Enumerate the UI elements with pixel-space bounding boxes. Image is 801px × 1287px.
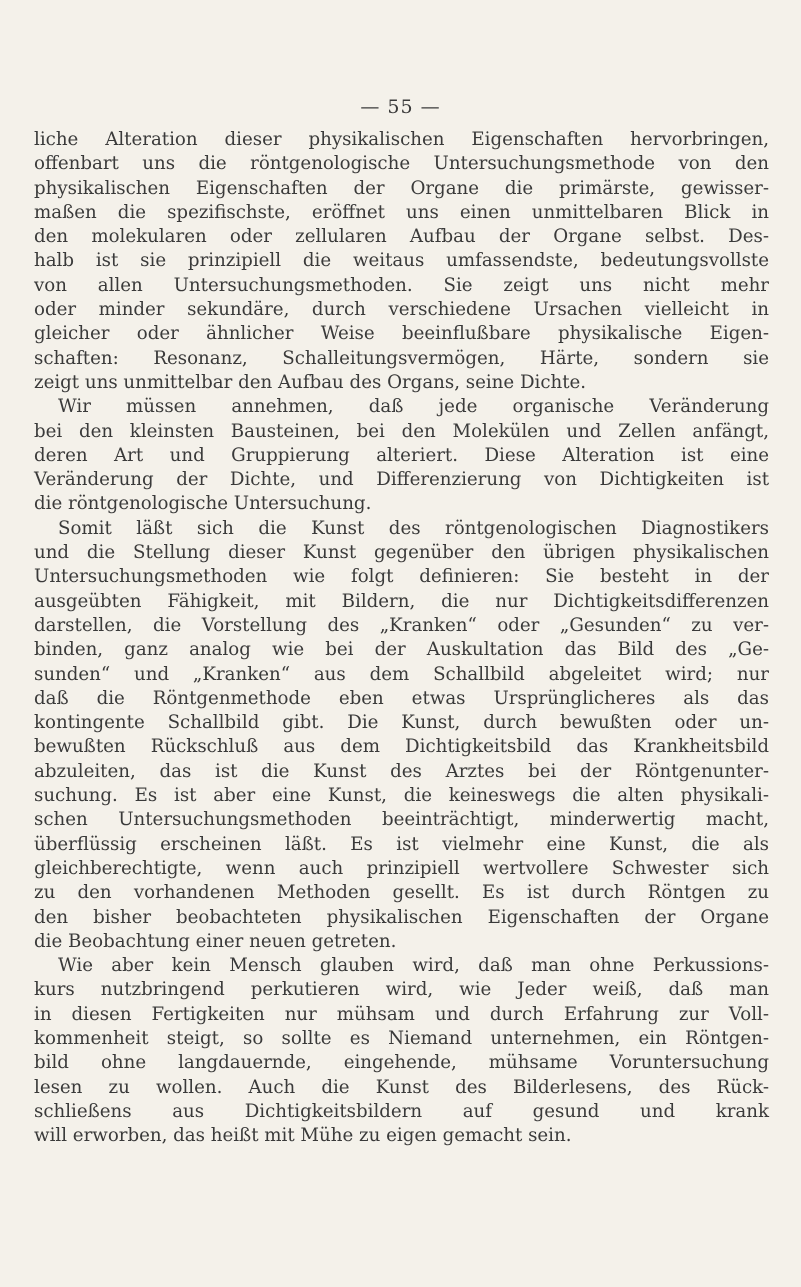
text-line: bild ohne langdauernde, eingehende, mühsame Voruntersuchung xyxy=(34,1052,769,1074)
paragraph xyxy=(34,128,769,395)
text-line: Veränderung der Dichte, und Differenzierung von Dichtigkeiten ist xyxy=(34,469,769,491)
text-line: Wie aber kein Mensch glauben wird, daß man ohne Perkussions- xyxy=(58,955,769,977)
paragraph xyxy=(34,395,769,516)
text-line: die röntgenologische Untersuchung. xyxy=(34,493,372,515)
text-line: daß die Röntgenmethode eben etwas Ursprünglicheres als das xyxy=(34,687,769,709)
text-line: gleichberechtigte, wenn auch prinzipiell wertvollere Schwester sich xyxy=(34,857,769,879)
text-line: deren Art und Gruppierung alteriert. Diese Alteration ist eine xyxy=(34,444,769,466)
paragraph xyxy=(34,517,769,954)
text-line: zeigt uns unmittelbar den Aufbau des Organs, seine Dichte. xyxy=(34,371,587,393)
text-line: schließens aus Dichtigkeitsbildern auf gesund und krank xyxy=(34,1100,769,1122)
text-line: bewußten Rückschluß aus dem Dichtigkeitsbild das Krankheitsbild xyxy=(34,736,769,758)
text-line: oder minder sekundäre, durch verschiedene Ursachen vielleicht in xyxy=(34,299,769,321)
text-line: abzuleiten, das ist die Kunst des Arztes bei der Röntgenunter- xyxy=(34,760,769,782)
page-number: — 55 — xyxy=(360,96,441,118)
text-line: zu den vorhandenen Methoden gesellt. Es ist durch Röntgen zu xyxy=(34,882,769,904)
text-line: von allen Untersuchungsmethoden. Sie zeigt uns nicht mehr xyxy=(34,274,769,296)
text-line: ausgeübten Fähigkeit, mit Bildern, die nur Dichtigkeitsdifferenzen xyxy=(34,590,769,612)
text-line: lesen zu wollen. Auch die Kunst des Bilderlesens, des Rück- xyxy=(34,1076,769,1098)
text-line: Untersuchungsmethoden wie folgt definieren: Sie besteht in der xyxy=(34,566,769,588)
text-line: maßen die spezifischste, eröffnet uns einen unmittelbaren Blick in xyxy=(34,201,769,223)
text-line: die Beobachtung einer neuen getreten. xyxy=(34,930,397,952)
body-text xyxy=(34,128,769,1148)
text-line: schaften: Resonanz, Schalleitungsvermögen, Härte, sondern sie xyxy=(34,347,769,369)
text-line: darstellen, die Vorstellung des „Kranken“ oder „Gesunden“ zu ver- xyxy=(34,614,769,636)
text-line: will erworben, das heißt mit Mühe zu eigen gemacht sein. xyxy=(34,1125,572,1147)
text-line: Wir müssen annehmen, daß jede organische Veränderung xyxy=(58,396,769,418)
text-line: Somit läßt sich die Kunst des röntgenologischen Diagnostikers xyxy=(58,517,769,539)
text-line: in diesen Fertigkeiten nur mühsam und durch Erfahrung zur Voll- xyxy=(34,1003,769,1025)
text-line: offenbart uns die röntgenologische Untersuchungsmethode von den xyxy=(34,153,769,175)
text-line: liche Alteration dieser physikalischen Eigenschaften hervorbringen, xyxy=(34,129,769,150)
text-line: physikalischen Eigenschaften der Organe die primärste, gewisser- xyxy=(34,177,769,199)
text-line: kurs nutzbringend perkutieren wird, wie Jeder weiß, daß man xyxy=(34,979,769,1001)
text-line: überflüssig erscheinen läßt. Es ist vielmehr eine Kunst, die als xyxy=(34,833,769,855)
text-line: bei den kleinsten Bausteinen, bei den Molekülen und Zellen anfängt, xyxy=(34,420,769,442)
text-line: binden, ganz analog wie bei der Auskultation das Bild des „Ge- xyxy=(34,639,769,661)
text-line: und die Stellung dieser Kunst gegenüber den übrigen physikalischen xyxy=(34,542,769,564)
text-line: suchung. Es ist aber eine Kunst, die keineswegs die alten physikali- xyxy=(34,785,769,807)
text-line: kontingente Schallbild gibt. Die Kunst, durch bewußten oder un- xyxy=(34,712,769,734)
text-line: gleicher oder ähnlicher Weise beeinflußbare physikalische Eigen- xyxy=(34,323,769,345)
text-line: den molekularen oder zellularen Aufbau der Organe selbst. Des- xyxy=(34,226,769,248)
text-line: kommenheit steigt, so sollte es Niemand unternehmen, ein Röntgen- xyxy=(34,1027,769,1049)
text-line: schen Untersuchungsmethoden beeinträchtigt, minderwertig macht, xyxy=(34,809,769,831)
text-line: halb ist sie prinzipiell die weitaus umfassendste, bedeutungsvollste xyxy=(34,250,769,272)
paragraph xyxy=(34,954,769,1148)
text-line: sunden“ und „Kranken“ aus dem Schallbild abgeleitet wird; nur xyxy=(34,663,769,685)
text-line: den bisher beobachteten physikalischen Eigenschaften der Organe xyxy=(34,906,769,928)
